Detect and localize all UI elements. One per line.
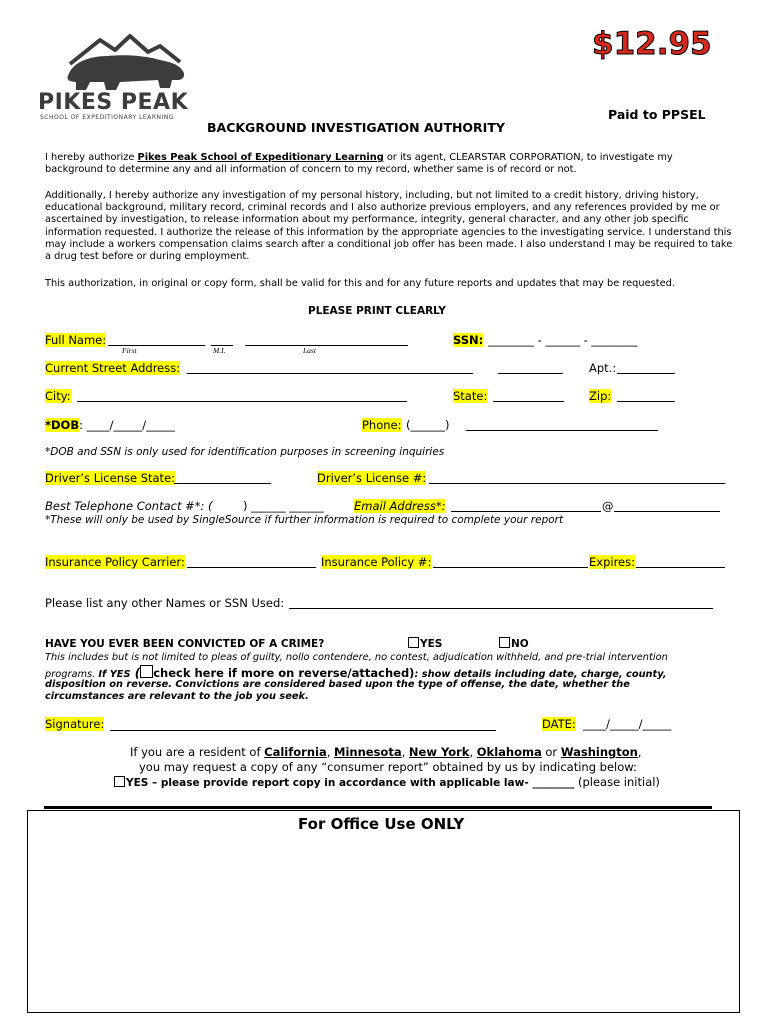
crime-note-line-4: circumstances are relevant to the job you seek. [45,691,309,702]
zip-label: Zip: [589,389,612,403]
section-divider [44,806,712,809]
best-phone-label: Best Telephone Contact #*: ( [45,499,213,513]
dob-field[interactable]: : ____/_____/_____ [79,418,175,432]
mi-caption: M.I. [213,346,226,355]
insurance-number-label: Insurance Policy #: [321,555,432,569]
authorization-paragraph-2: Additionally, I hereby authorize any investigation of my personal history, including, but not limited to a credit history, driving history, educational background, military record, criminal records and I also authorize previous employers, and any references provided by me or ascertained by investigation, to release information about my performance, integrity, general character, and any other job specific information requested. I authorize the release of this information by the appropriate agencies to the investigating service. I understand this may include a workers compensation claims search after a conditional job offer has been made. I also understand I may be required to take a drug test before or during employment. [45,190,733,263]
report-copy-checkbox[interactable] [114,776,125,787]
street-address-label: Current Street Address: [45,361,181,375]
street-extra-field[interactable] [498,373,563,374]
ssn-field[interactable]: ________ - ______ - ________ [488,333,638,347]
authorization-paragraph-3: This authorization, in original or copy form, shall be valid for this and for any future reports and updates that may be requested. [45,278,675,289]
phone-number-field[interactable] [466,430,658,431]
crime-question: HAVE YOU EVER BEEN CONVICTED OF A CRIME? [45,638,325,650]
print-clearly-heading: PLEASE PRINT CLEARLY [308,305,446,317]
best-phone-field[interactable]: ) ______ ______ [243,499,324,513]
street-address-field[interactable] [187,373,473,374]
dob-row [45,418,175,432]
insurance-number-field[interactable] [433,567,588,568]
city-label: City: [45,389,71,403]
other-names-label: Please list any other Names or SSN Used: [45,596,285,610]
signature-label: Signature: [45,717,105,731]
insurance-carrier-label: Insurance Policy Carrier: [45,555,185,569]
authorization-paragraph-1: I hereby authorize Pikes Peak School of Expeditionary Learning or its agent, CLEARSTAR CORPORATION, to investigate my background to determine any and all information of concern to my record, whether same is of record or not. [45,152,673,176]
report-copy-label: YES – please provide report copy in accordance with applicable law- ________ [126,777,575,789]
school-logo [38,32,198,124]
date-label: DATE: [542,717,576,731]
resident-notice-line-1: If you are a resident of California, Minnesota, New York, Oklahoma or Washington, [130,745,642,759]
dl-number-label: Driver’s License #: [317,471,427,485]
state-field[interactable] [493,401,564,402]
office-use-box [27,810,740,1013]
paid-to-label: Paid to PPSEL [608,107,706,122]
dob-ssn-note: *DOB and SSN is only used for identification purposes in screening inquiries [45,446,445,458]
page-title: BACKGROUND INVESTIGATION AUTHORITY [207,120,505,135]
crime-no-option[interactable]: NO [499,637,529,650]
zip-field[interactable] [617,401,675,402]
insurance-carrier-field[interactable] [187,567,316,568]
apt-label: Apt.: [589,361,617,375]
contact-note: *These will only be used by SingleSource if further information is required to complete your report [45,514,564,526]
crime-yes-option[interactable]: YES [408,637,442,650]
crime-no-checkbox[interactable] [499,637,510,648]
other-names-field[interactable] [289,608,713,609]
resident-notice-line-2: you may request a copy of any “consumer report” obtained by us by indicating below: [139,760,637,774]
crime-note-line-1: This includes but is not limited to pleas of guilty, nollo contendere, no contest, adjudication withheld, and pre-trial intervention [45,652,668,663]
date-field[interactable]: ____/_____/_____ [583,717,672,731]
more-on-reverse-checkbox[interactable] [140,665,153,678]
expires-label: Expires: [589,555,635,569]
apt-field[interactable] [617,373,675,374]
logo-name: PIKES PEAK [38,90,189,115]
city-field[interactable] [77,401,407,402]
email-at-sign: @ [602,499,614,513]
state-label: State: [453,389,488,403]
email-label: Email Address*: [354,499,446,513]
last-name-field[interactable] [245,345,408,346]
dob-label: *DOB [45,418,80,432]
crime-note-line-3: disposition on reverse. Convictions are considered based upon the type of offense, the date, whether the [45,679,630,690]
phone-label: Phone: [362,418,402,432]
bear-mountain-icon [60,32,190,94]
expires-field[interactable] [636,567,725,568]
phone-area-field[interactable]: (______) [406,418,450,432]
full-name-label: Full Name: [45,333,107,347]
dl-state-label: Driver’s License State: [45,471,176,485]
ssn-label: SSN: [453,333,484,347]
school-name: Pikes Peak School of Expeditionary Learning [137,152,384,163]
office-use-heading: For Office Use ONLY [298,815,465,833]
dl-state-field[interactable] [174,483,271,484]
email-domain-field[interactable] [614,511,720,512]
signature-field[interactable] [110,730,496,731]
last-caption: Last [303,346,316,355]
price-stamp: $12.95 [592,26,712,62]
email-user-field[interactable] [451,511,601,512]
dl-number-field[interactable] [429,483,725,484]
first-caption: First [122,346,137,355]
report-copy-row: YES – please provide report copy in accordance with applicable law- ________ (please initial) [114,775,660,789]
crime-note-line-2: programs. If YES ( check here if more on reverse/attached): show details including date, charge, county, [45,666,667,680]
logo-subtitle: SCHOOL OF EXPEDITIONARY LEARNING [40,114,174,121]
crime-yes-checkbox[interactable] [408,637,419,648]
